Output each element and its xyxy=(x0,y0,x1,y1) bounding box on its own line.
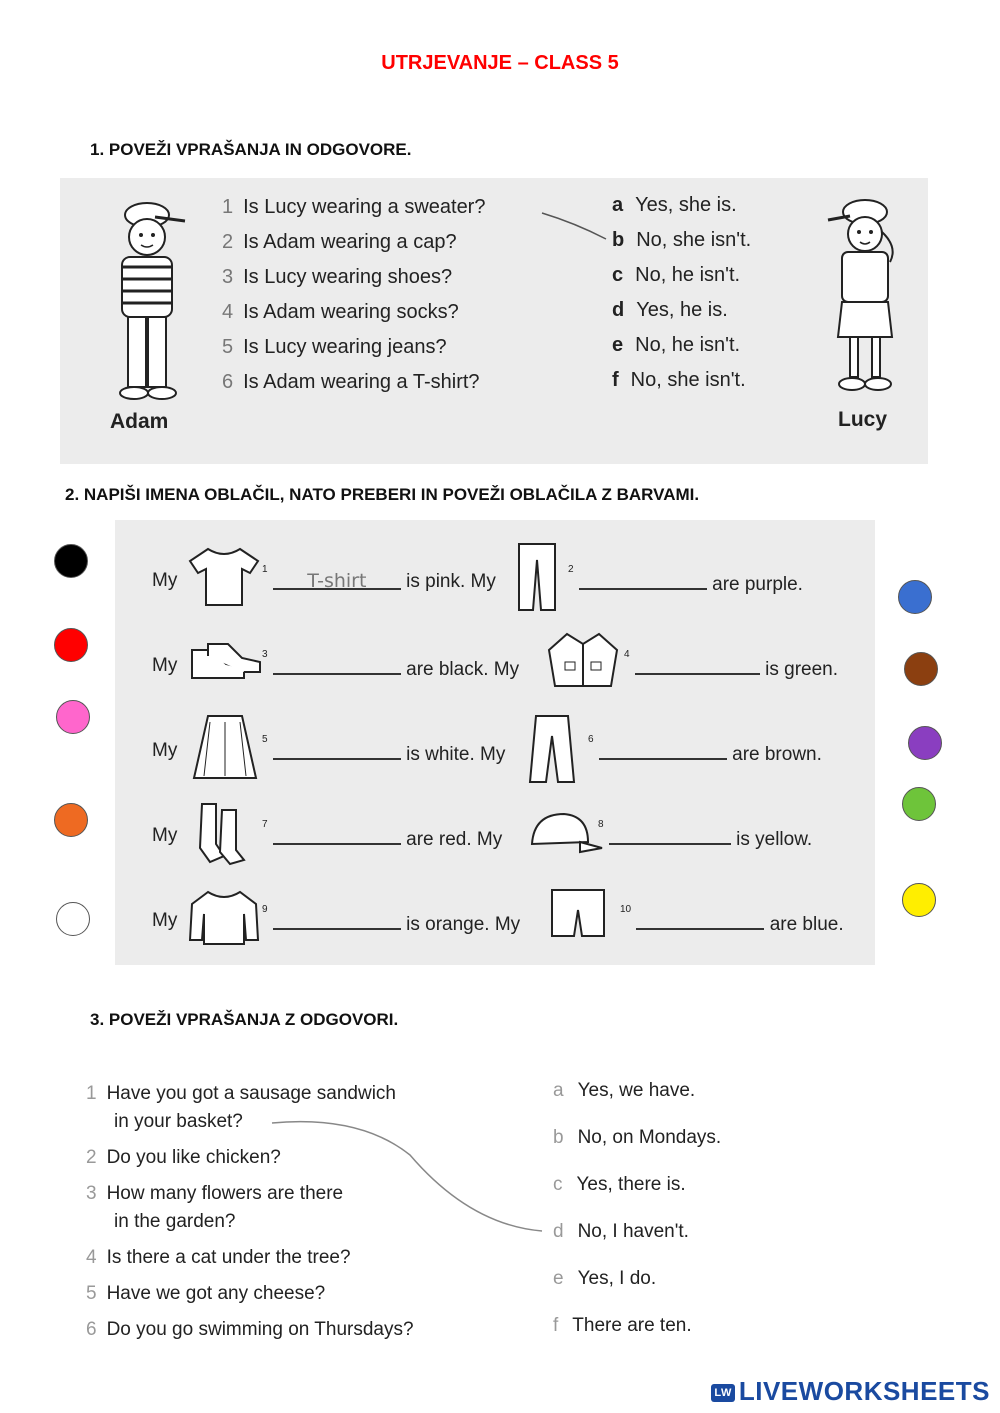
s2-row-4-part xyxy=(262,819,503,851)
s1-question[interactable] xyxy=(222,231,485,266)
s2-text: are brown. xyxy=(732,744,822,765)
s2-row-3-part2 xyxy=(588,734,822,766)
s2-row-4-part2 xyxy=(598,819,813,851)
color-dot-orange[interactable] xyxy=(54,803,88,837)
s1-answer-text: No, he isn't. xyxy=(635,264,741,286)
s2-num: 2 xyxy=(568,564,574,575)
skirt-icon xyxy=(190,712,260,784)
color-dot-brown[interactable] xyxy=(904,652,938,686)
color-dot-blue[interactable] xyxy=(898,580,932,614)
s1-question[interactable] xyxy=(222,266,485,301)
s3-answer-text: No, I haven't. xyxy=(577,1221,689,1242)
s2-blank-input[interactable] xyxy=(635,655,760,675)
s2-blank-input[interactable] xyxy=(273,825,401,845)
s1-question[interactable] xyxy=(222,336,485,371)
color-dot-green[interactable] xyxy=(902,787,936,821)
s1-answer[interactable] xyxy=(612,194,751,229)
s3-answer[interactable] xyxy=(553,1315,721,1362)
s3-question-line1: Is there a cat under the tree? xyxy=(106,1247,351,1268)
lucy-label: Lucy xyxy=(838,408,888,431)
s2-row-3-part xyxy=(262,734,506,766)
color-dot-red[interactable] xyxy=(54,628,88,662)
s3-answer[interactable] xyxy=(553,1268,721,1315)
s1-question-text: Is Adam wearing a cap? xyxy=(243,231,457,253)
s2-num: 4 xyxy=(624,649,630,660)
page-title: UTRJEVANJE – CLASS 5 xyxy=(381,52,619,74)
s2-my: My xyxy=(152,570,178,591)
s3-question-num: 2 xyxy=(86,1147,97,1168)
s3-question[interactable] xyxy=(86,1244,506,1280)
s2-text: is green. xyxy=(765,659,838,680)
s3-question-num: 3 xyxy=(86,1183,97,1204)
s1-question-num: 3 xyxy=(222,266,234,288)
s2-text: are blue. xyxy=(769,914,844,935)
s2-text: is orange. My xyxy=(406,914,521,935)
color-dot-yellow[interactable] xyxy=(902,883,936,917)
s1-answer[interactable] xyxy=(612,264,751,299)
s1-question[interactable] xyxy=(222,371,485,406)
s2-row-1-part2 xyxy=(568,564,803,596)
tshirt-icon xyxy=(186,545,260,609)
s2-my: My xyxy=(152,740,178,761)
s1-answer-text: No, he isn't. xyxy=(635,334,741,356)
s2-text: is white. My xyxy=(406,744,506,765)
shoes-icon xyxy=(186,636,266,688)
jeans-icon xyxy=(515,540,559,614)
s2-row-5 xyxy=(152,910,177,932)
s3-answer-letter: b xyxy=(553,1127,564,1148)
s2-blank-input[interactable] xyxy=(609,825,731,845)
s3-question-num: 1 xyxy=(86,1083,97,1104)
s1-question-text: Is Lucy wearing a sweater? xyxy=(243,196,486,218)
s1-answer-letter: d xyxy=(612,299,625,321)
s3-answer-letter: c xyxy=(553,1174,563,1195)
s1-answer-text: No, she isn't. xyxy=(636,229,752,251)
s2-num: 9 xyxy=(262,904,268,915)
s1-answer-text: Yes, he is. xyxy=(636,299,728,321)
lucy-illustration xyxy=(820,192,910,402)
logo-mark-icon: LW xyxy=(711,1384,735,1402)
s1-example-connector xyxy=(540,205,610,245)
section1-heading: 1. POVEŽI VPRAŠANJA IN ODGOVORE. xyxy=(90,140,412,159)
s1-question-num: 2 xyxy=(222,231,234,253)
s2-row-2-part xyxy=(262,649,520,681)
s1-question[interactable] xyxy=(222,301,485,336)
s1-question-text: Is Adam wearing a T-shirt? xyxy=(243,371,480,393)
s3-question[interactable] xyxy=(86,1316,506,1352)
s3-answer-text: Yes, there is. xyxy=(576,1174,686,1195)
s2-num: 6 xyxy=(588,734,594,745)
s3-question-num: 4 xyxy=(86,1247,97,1268)
s2-row-5-part xyxy=(262,904,521,936)
adam-illustration xyxy=(100,195,195,405)
s2-text: is yellow. xyxy=(736,829,813,850)
s1-question-text: Is Lucy wearing jeans? xyxy=(243,336,447,358)
s2-row-1-part xyxy=(262,564,496,593)
s1-answer-text: No, she isn't. xyxy=(630,369,746,391)
s2-num: 5 xyxy=(262,734,268,745)
s3-question-line1: Have we got any cheese? xyxy=(106,1283,326,1304)
s2-row-4 xyxy=(152,825,177,847)
s2-blank-input[interactable] xyxy=(636,910,764,930)
s3-question[interactable] xyxy=(86,1280,506,1316)
s3-answer-letter: f xyxy=(553,1315,559,1336)
s1-answer-text: Yes, she is. xyxy=(635,194,737,216)
s1-question-num: 6 xyxy=(222,371,234,393)
s1-answer-letter: c xyxy=(612,264,624,286)
s2-blank-input[interactable]: T-shirt xyxy=(273,570,401,590)
section3-heading: 3. POVEŽI VPRAŠANJA Z ODGOVORI. xyxy=(90,1010,399,1029)
color-dot-black[interactable] xyxy=(54,544,88,578)
s2-blank-input[interactable] xyxy=(273,740,401,760)
s1-answer-letter: b xyxy=(612,229,625,251)
s3-answer-letter: d xyxy=(553,1221,564,1242)
s1-answer-letter: e xyxy=(612,334,624,356)
s2-my: My xyxy=(152,910,178,931)
s1-answer[interactable] xyxy=(612,299,751,334)
s1-question-text: Is Lucy wearing shoes? xyxy=(243,266,453,288)
s2-text: are purple. xyxy=(712,574,803,595)
s3-answer-letter: e xyxy=(553,1268,564,1289)
s3-question-num: 5 xyxy=(86,1283,97,1304)
s1-answer-letter: f xyxy=(612,369,619,391)
s3-answer[interactable] xyxy=(553,1080,721,1127)
s1-question-text: Is Adam wearing socks? xyxy=(243,301,459,323)
s2-my: My xyxy=(152,655,178,676)
jacket-icon xyxy=(545,630,621,692)
s2-num: 1 xyxy=(262,564,268,575)
s1-question-num: 4 xyxy=(222,301,234,323)
s2-row-2 xyxy=(152,655,177,677)
s1-answer[interactable] xyxy=(612,334,751,369)
s3-answer[interactable] xyxy=(553,1174,721,1221)
s2-text: is pink. My xyxy=(406,571,496,592)
s3-question-line1: Have you got a sausage sandwich xyxy=(106,1083,396,1104)
section3-answers xyxy=(553,1080,721,1362)
logo-text: LIVEWORKSHEETS xyxy=(738,1376,990,1406)
s1-answer-letter: a xyxy=(612,194,624,216)
s2-row-2-part2 xyxy=(624,649,838,681)
s3-question-num: 6 xyxy=(86,1319,97,1340)
s3-question-line1: Do you like chicken? xyxy=(106,1147,281,1168)
s3-question-line2: in your basket? xyxy=(114,1111,243,1132)
s2-row-5-part2 xyxy=(620,904,844,936)
adam-label: Adam xyxy=(110,410,169,433)
s1-answer[interactable] xyxy=(612,229,751,264)
shorts-icon xyxy=(548,886,608,942)
s3-answer-text: Yes, we have. xyxy=(577,1080,696,1101)
s2-blank-input[interactable] xyxy=(579,570,707,590)
cap-icon xyxy=(520,808,604,862)
color-dot-purple[interactable] xyxy=(908,726,942,760)
s3-example-connector xyxy=(270,1115,550,1240)
s2-my: My xyxy=(152,825,178,846)
s2-text: are red. My xyxy=(406,829,503,850)
section1-answers xyxy=(612,194,751,404)
s3-answer-text: There are ten. xyxy=(572,1315,692,1336)
s3-answer-text: Yes, I do. xyxy=(577,1268,657,1289)
section1-questions xyxy=(222,196,485,406)
s3-answer[interactable] xyxy=(553,1127,721,1174)
s2-num: 10 xyxy=(620,904,632,915)
trousers-icon xyxy=(528,712,578,786)
s1-question-num: 5 xyxy=(222,336,234,358)
s3-answer-text: No, on Mondays. xyxy=(577,1127,722,1148)
s2-num: 8 xyxy=(598,819,604,830)
color-dot-pink[interactable] xyxy=(56,700,90,734)
s2-row-3 xyxy=(152,740,177,762)
s2-row-1 xyxy=(152,570,177,592)
s3-answer-letter: a xyxy=(553,1080,564,1101)
socks-icon xyxy=(196,800,250,866)
color-dot-white[interactable] xyxy=(56,902,90,936)
s1-question[interactable] xyxy=(222,196,485,231)
s2-num: 3 xyxy=(262,649,268,660)
s3-question-line1: Do you go swimming on Thursdays? xyxy=(106,1319,414,1340)
s2-blank-input[interactable] xyxy=(599,740,727,760)
s1-question-num: 1 xyxy=(222,196,234,218)
s3-question-line2: in the garden? xyxy=(114,1211,236,1232)
s2-text: are black. My xyxy=(406,659,520,680)
sweater-icon xyxy=(186,886,262,950)
s2-blank-input[interactable] xyxy=(273,910,401,930)
s1-answer[interactable] xyxy=(612,369,751,404)
s2-num: 7 xyxy=(262,819,268,830)
s3-question-line1: How many flowers are there xyxy=(106,1183,344,1204)
s3-answer[interactable] xyxy=(553,1221,721,1268)
liveworksheets-logo xyxy=(711,1376,990,1407)
section2-heading: 2. NAPIŠI IMENA OBLAČIL, NATO PREBERI IN POVEŽI OBLAČILA Z BARVAMI. xyxy=(65,485,700,504)
s2-blank-input[interactable] xyxy=(273,655,401,675)
